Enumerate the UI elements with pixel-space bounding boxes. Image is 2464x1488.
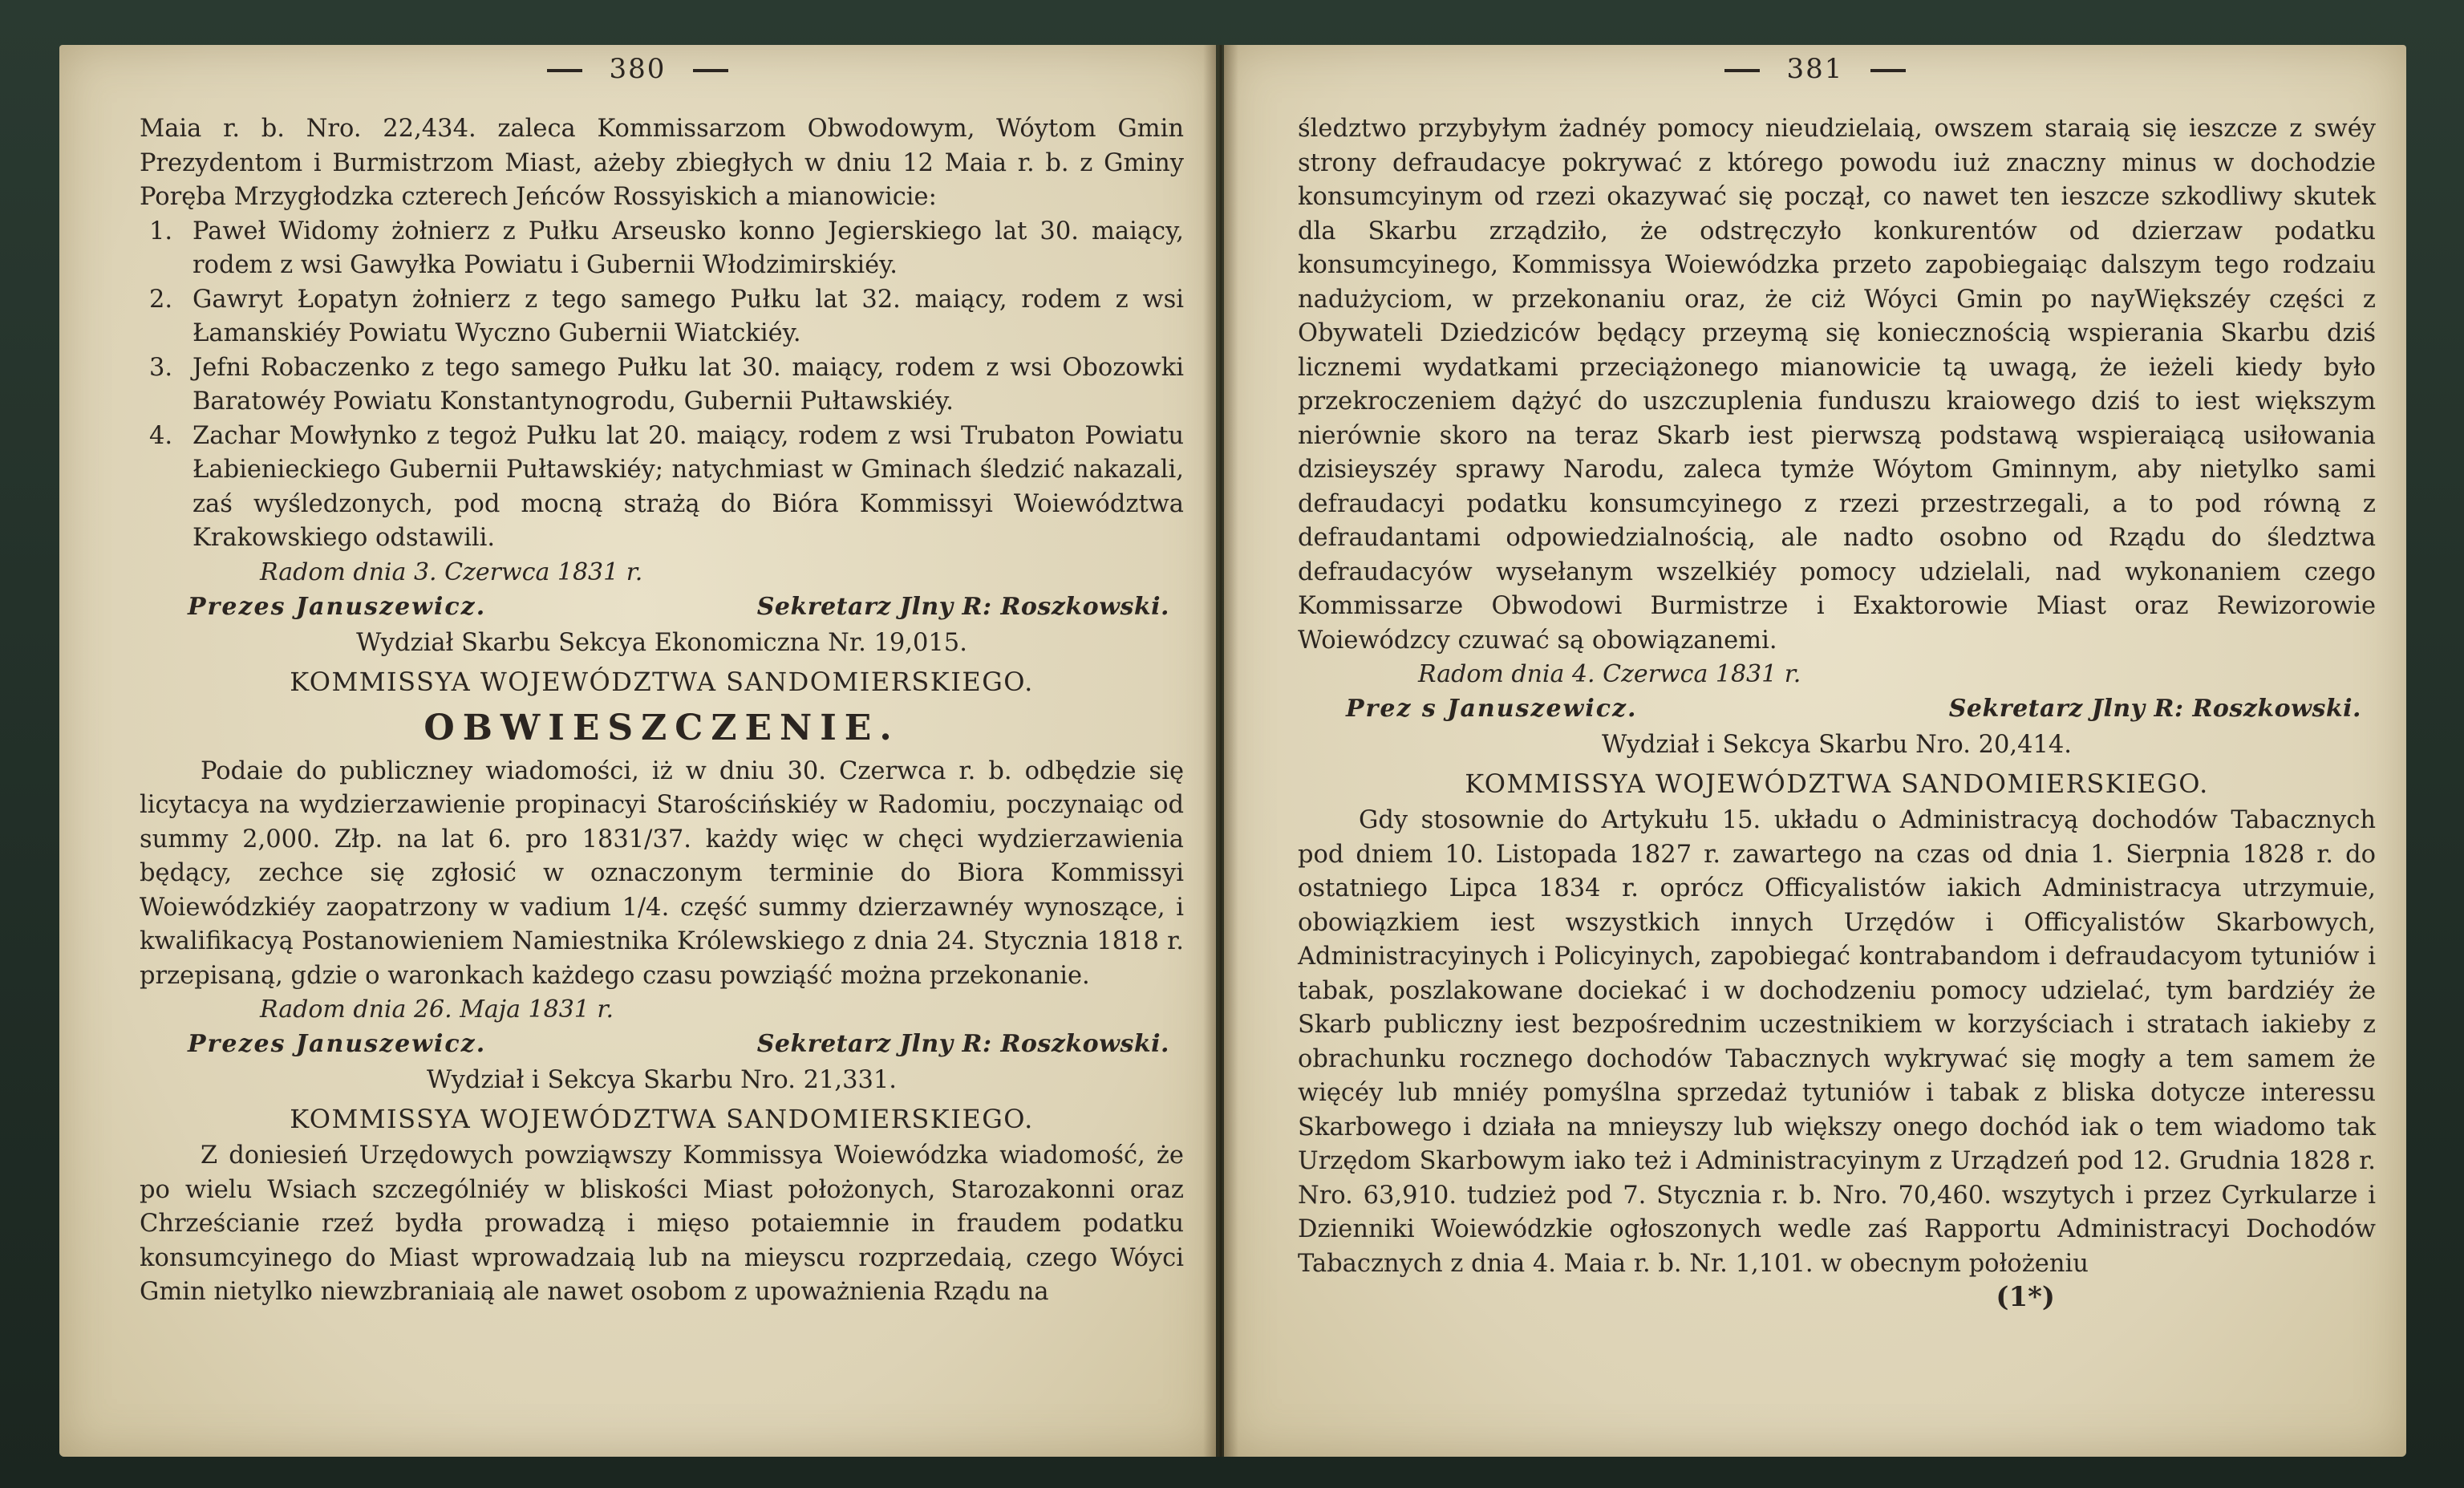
- left-page: [59, 45, 1216, 1457]
- commission-heading: KOMMISSYA WOJEWÓDZTWA SANDOMIERSKIEGO.: [290, 1104, 1034, 1134]
- list-item: 1. Paweł Widomy żołnierz z Pułku Arseusko konno Jegierskiego lat 30. maiący, rodem z wsi Gawyłka Powiatu i Gubernii Włodzimirskiéy.: [149, 217, 1184, 279]
- dash-left: [547, 69, 582, 72]
- list-item: 3. Jefni Robaczenko z tego samego Pułku lat 30. maiący, rodem z wsi Obozowki Baratowéy Powiatu Konstantynogrodu, Gubernii Pułtawskiéy.: [149, 353, 1184, 416]
- dash-left: [1724, 69, 1760, 72]
- announcement-body: Podaie do publiczney wiadomości, iż w dniu 30. Czerwca r. b. odbędzie się licytacya na wydzierzawienie propinacyi Starościńskiéy w Radomiu, poczynaiąc od summy 2,000. Złp. na lat 6. pro 1831/37. każdy więc w chęci wydzierzawienia będący, zechce się zgłosić w oznaczonym terminie do Biora Kommissyi Woiewódzkiéy zaopatrzony w vadium 1/4. część summy dzierzawnéy wynoszące, i kwalifikacyą Postanowieniem Namiestnika Królewskiego z dnia 24. Stycznia 1818 r. przepisaną, gdzie o waronkach każdego czasu powziąść można przekonanie.: [140, 756, 1184, 990]
- division-line: Wydział i Sekcya Skarbu Nro. 20,414.: [1602, 731, 2072, 759]
- page-number: 380: [59, 53, 1216, 85]
- notice-body: Gdy stosownie do Artykułu 15. układu o Administracyą dochodów Tabacznych pod dniem 10. Listopada 1827 r. zawartego na czas od dnia 1. Sierpnia 1828 r. do ostatniego Lipca 1834 r. oprócz Officyalistów iakich Administracya utrzymuie, obowiązkiem iest wszystkich innych Urzędów i Officyalistów Skarbowych, Administracyinych i Policyinych, zapobiegać kontrabandom i defraudacyom tytuniów i tabak, poszlakowane dociekać i w dochodzeniu pomocy udzielać, tym bardziéy że Skarb publiczny iest bezpośrednim uczestnikiem w korzyściach i stratach iakieby z obrachunku rocznego dochodów Tabacznych wykrywać się mogły a tem samem że więcéy lub mniéy pomyślna sprzedaż tytuniów i tabak z bliska dotycze interessu Skarbowego i działa na mnieyszy lub większy onego dochód iak o tem wiadomo tak Urzędom Skarbowym iako też i Administracyinym z Urządzeń pod 12. Grudnia 1828 r. Nro. 63,910. tudzież pod 7. Stycznia r. b. Nro. 70,460. wszytych i przez Cyrkularze i Dzienniki Woiewódzkie ogłoszonych wedle zaś Rapportu Administracyi Dochodów Tabacznych z dnia 4. Maia r. b. Nr. 1,101. w obecnym położeniu: [1298, 806, 2376, 1278]
- signature-mark: (1*): [1996, 1281, 2055, 1313]
- intro-paragraph: Maia r. b. Nro. 22,434. zaleca Kommissarzom Obwodowym, Wóytom Gmin Prezydentom i Burmistrzom Miast, ażeby zbiegłych w dniu 12 Maia r. b. z Gminy Poręba Mrzygłodzka czterech Jeńców Rossyiskich a mianowicie:: [140, 115, 1184, 211]
- president-signature: Prezes Januszewicz.: [188, 1030, 487, 1058]
- division-line: Wydział i Sekcya Skarbu Nro. 21,331.: [427, 1066, 897, 1094]
- right-page-content: [1298, 112, 2376, 1313]
- president-signature: Prez s Januszewicz.: [1346, 695, 1638, 723]
- division-line: Wydział Skarbu Sekcya Ekonomiczna Nr. 19,015.: [356, 628, 967, 657]
- announcement-heading: OBWIESZCZENIE.: [424, 707, 900, 748]
- notice-body: Z doniesień Urzędowych powziąwszy Kommissya Woiewódzka wiadomość, że po wielu Wsiach szczególniéy w bliskości Miast położonych, Starozakonni oraz Chrześcianie rzeź bydła prowadzą i mięso potaiemnie in fraudem podatku konsumcyinego do Miast wprowadzaią lub na mieyscu rozprzedaią, czego Wóyci Gmin nietylko niewzbraniaią ale nawet osobom z upoważnienia Rządu na: [140, 1141, 1184, 1306]
- secretary-signature: Sekretarz Jlny R: Roszkowski.: [1948, 695, 2361, 723]
- dash-right: [693, 69, 728, 72]
- notice-signatures: [140, 1027, 1184, 1062]
- secretary-signature: Sekretarz Jlny R: Roszkowski.: [756, 1030, 1169, 1058]
- commission-heading: KOMMISSYA WOJEWÓDZTWA SANDOMIERSKIEGO.: [290, 666, 1034, 697]
- continuation-paragraph: śledztwo przybyłym żadnéy pomocy nieudzielaią, owszem staraią się ieszcze z swéy strony defraudacye pokrywać z którego powodu iuż znaczny minus w dochodzie konsumcyinym od rzezi okazywać się począł, co nawet ten ieszcze szkodliwy skutek dla Skarbu zrządziło, że odstręczyło konkurentów od dzierzaw podatku konsumcyinego, Kommissya Woiewódzka przeto zapobiegaiąc dalszym tego rodzaiu nadużyciom, w przekonaniu oraz, że ciż Wóyci Gmin po nayWiększéy części z Obywateli Dziedziców będący przeymą się koniecznością wspierania Skarbu dziś licznemi wydatkami przeciążonego mianowicie tą uwagą, że ieżeli kiedy było przekroczeniem dążyć do uszczuplenia funduszu kraiowego dziś to iest większym nierównie skoro na teraz Skarb iest pierwszą podstawą wspieraiącą usiłowania dzisieyszéy sprawy Narodu, zaleca tymże Wóytom Gminnym, aby nietylko sami defraudacyi podatku konsumcyinego z rzezi przestrzegali, a to pod równą z defraudantami odpowiedzialnością, ale nadto osobno od Rządu do śledztwa defraudacyów wysełanym wszelkiéy pomocy udzielali, nad wykonaniem czego Kommissarze Obwodowi Burmistrze i Exaktorowie Miast oraz Rewizorowie Woiewódzcy czuwać są obowiązanemi.: [1298, 115, 2376, 655]
- list-item: 2. Gawryt Łopatyn żołnierz z tego samego Pułku lat 32. maiący, rodem z wsi Łamanskiéy Powiatu Wyczno Gubernii Wiatckiéy.: [149, 285, 1184, 347]
- notice-date: Radom dnia 4. Czerwca 1831 r.: [1418, 660, 1801, 688]
- page-number: 381: [1224, 53, 2406, 85]
- left-page-content: [140, 112, 1184, 1310]
- commission-heading: KOMMISSYA WOJEWÓDZTWA SANDOMIERSKIEGO.: [1465, 768, 2209, 799]
- secretary-signature: Sekretarz Jlny R: Roszkowski.: [756, 592, 1169, 621]
- list-item: 4. Zachar Mowłynko z tegoż Pułku lat 20. maiący, rodem z wsi Trubaton Powiatu Łabienieckiego Gubernii Pułtawskiéy; natychmiast w Gminach śledzić nakazali, zaś wyśledzonych, pod mocną strażą do Bióra Kommissyi Woiewództwa Krakowskiego odstawili.: [149, 421, 1184, 552]
- notice-date: Radom dnia 3. Czerwca 1831 r.: [260, 557, 643, 586]
- dash-right: [1870, 69, 1906, 72]
- president-signature: Prezes Januszewicz.: [188, 592, 487, 621]
- right-page: [1224, 45, 2406, 1457]
- book-gutter: [1203, 45, 1238, 1457]
- notice-date: Radom dnia 26. Maja 1831 r.: [260, 995, 614, 1024]
- notice-signatures: [140, 590, 1184, 625]
- notice-signatures: [1298, 691, 2376, 727]
